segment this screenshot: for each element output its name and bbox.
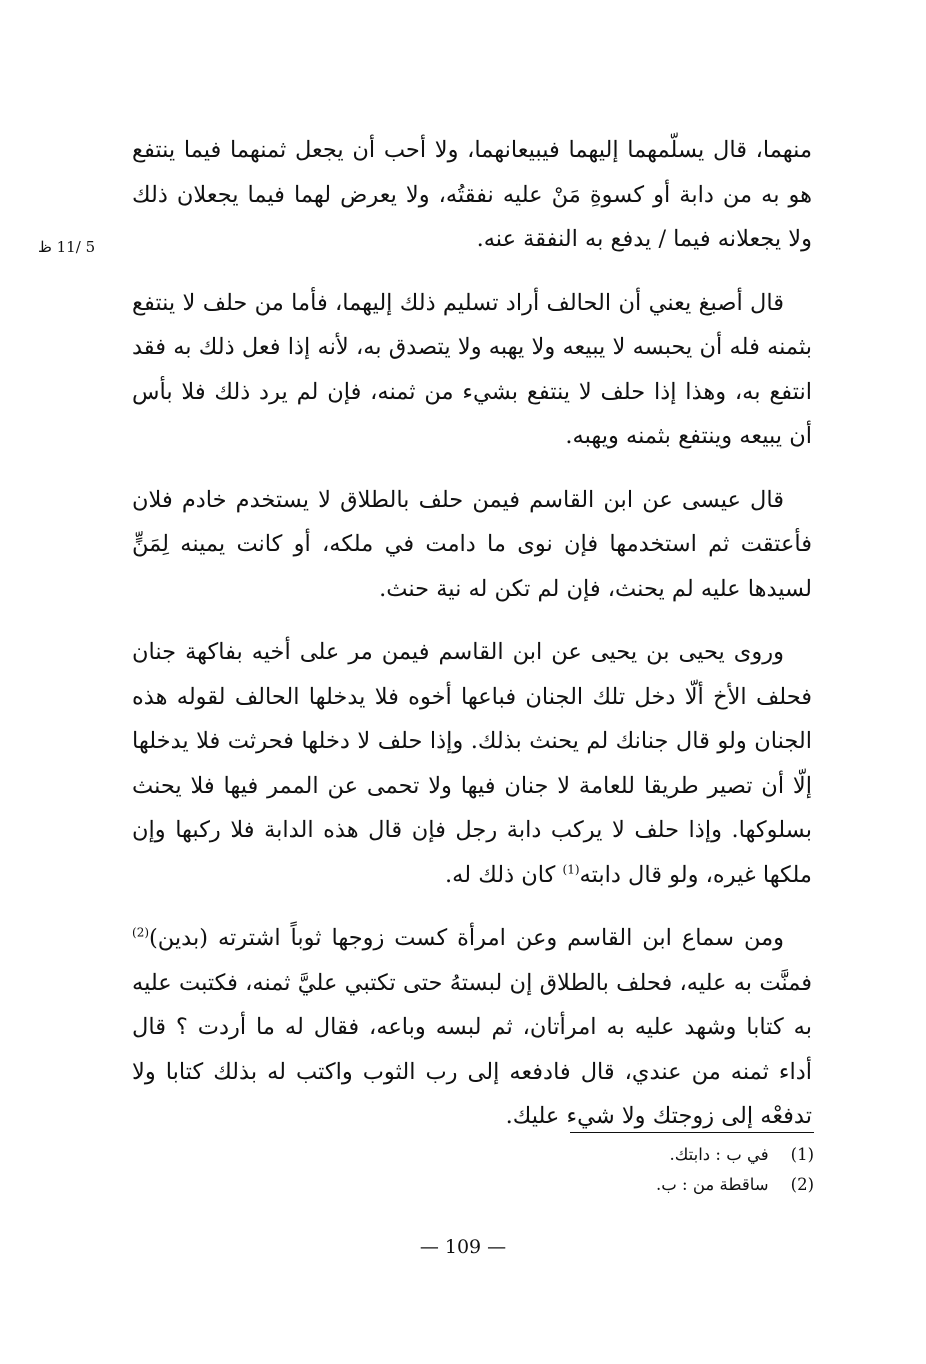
footnote-text: في ب : دابتك. <box>669 1145 769 1164</box>
paragraph-4-tail: كان ذلك له. <box>445 861 556 888</box>
paragraph-2: قال أصبغ يعني أن الحالف أراد تسليم ذلك إليهما، فأما من حلف لا ينتفع بثمنه فله أن يحبسه لا يبيعه ولا يهبه ولا يتصدق به، لأنه إذا فعل ذلك به فقد انتفع به، وهذا إذا حلف لا ينتفع بشيء من ثمنه، فإن لم يرد ذلك فلا بأس أن يبيعه وينتفع بثمنه ويهبه. <box>132 289 812 449</box>
footnote-2 <box>560 1170 814 1200</box>
footnote-number: (2) <box>790 1175 814 1194</box>
paragraph-4 <box>132 630 812 897</box>
paragraph-4-text: وروى يحيى بن يحيى عن ابن القاسم فيمن مر على أخيه بفاكهة جنان فحلف الأخ ألّا دخل تلك الجنان فباعها أخوه فلا يدخلها الحالف لقوله هذه الجنان ولو قال جنانك لم يحنث بذلك. وإذا حلف لا دخلها فحرثت فلا يدخلها إلّا أن تصير طريقا للعامة لا جنان فيها ولا تحمى عن الممر فيها فلا يحنث بسلوكها. وإذا حلف لا يركب دابة رجل فإن قال هذه الدابة فلا ركبها وإن ملكها غيره، ولو قال دابته <box>132 639 812 888</box>
footnote-1 <box>560 1140 814 1170</box>
paragraph-5-continued: به عليه، فحلف بالطلاق إن لبستهُ حتى تكتبي عليَّ ثمنه، فكتبت عليه به كتابا وشهد عليه به امرأتان، ثم لبسه وباعه، فقال له ما أردت ؟ قال أداء ثمنه من عندي، قال فادفعه إلى رب الثوب واكتب له بذلك كتابا ولا تدفعْه إلى زوجتك ولا شيء عليك. <box>132 969 812 1129</box>
main-text <box>132 128 812 1158</box>
footnote-number: (1) <box>790 1145 814 1164</box>
footnotes <box>560 1140 814 1200</box>
paragraph-5-text: ومن سماع ابن القاسم وعن امرأة كست زوجها ثوباً اشترته (بدين) <box>149 925 784 951</box>
paragraph-5-tail: فمنَّت <box>759 969 812 996</box>
paragraph-1: منهما، قال يسلّمهما إليهما فيبيعانهما، ولا أحب أن يجعل ثمنهما فيما ينتفع هو به من دابة أو كسوةِ مَنْ عليه نفقتُه، ولا يعرض لهما فيما يجعلان ذلك ولا يجعلانه فيما / يدفع به النفقة عنه. <box>132 137 812 252</box>
footnote-ref-1: (1) <box>562 862 580 876</box>
paragraph-3: قال عيسى عن ابن القاسم فيمن حلف بالطلاق لا يستخدم خادم فلان فأعتقت ثم استخدمها فإن نوى ما دامت في ملكه، أو كانت يمينه لِمَنٍّ لسيدها عليه لم يحنث، فإن لم تكن له نية حنث. <box>132 486 812 602</box>
footnote-divider <box>570 1132 814 1133</box>
page-number: — 109 — <box>419 1236 507 1258</box>
paragraph-5 <box>132 916 812 1139</box>
footnote-text: ساقطة من : ب. <box>656 1175 769 1194</box>
footnote-ref-2: (2) <box>132 925 150 940</box>
margin-folio-note: 5 /11 ظ <box>38 238 96 256</box>
